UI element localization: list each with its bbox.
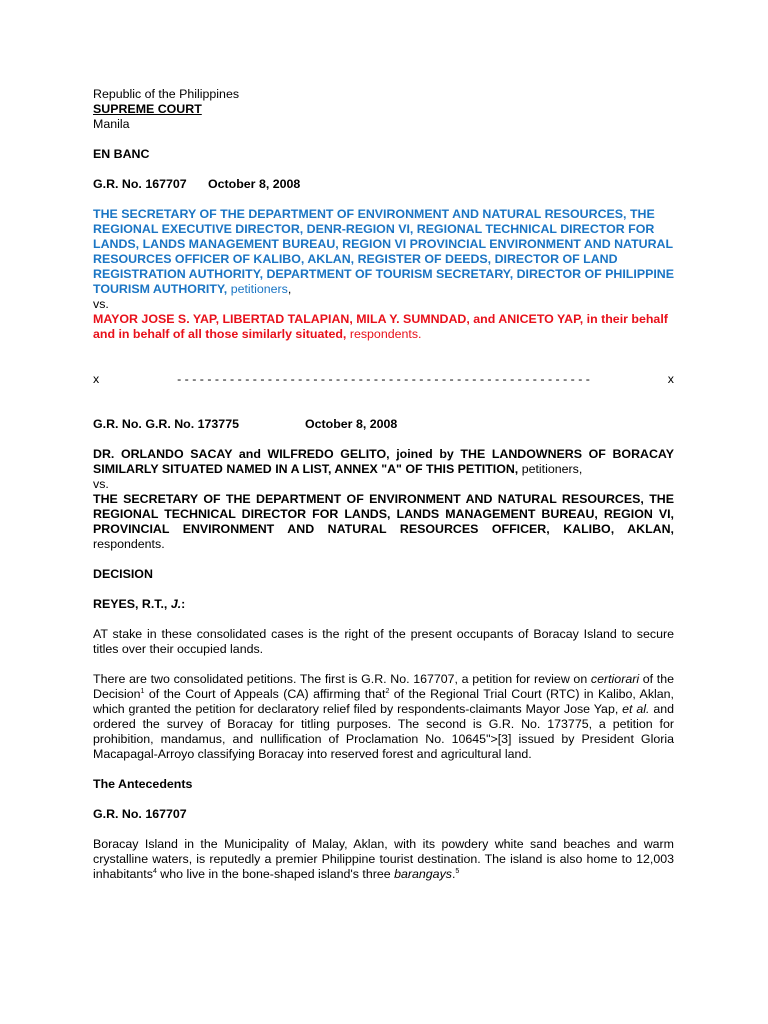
separator-dashes: - - - - - - - - - - - - - - - - - - - - - - - - - - - - - - - - - - - - - - - - - - - - - - - - - - - - - - - (177, 372, 590, 386)
certiorari-term: certiorari (590, 672, 640, 686)
footnote-5[interactable]: 5 (455, 867, 460, 875)
paragraph-stake: AT stake in these consolidated cases is the right of the present occupants of Boracay Island to secure titles over their occupied lands. (93, 627, 674, 656)
case-separator (93, 372, 674, 387)
footnote-4[interactable]: 4 (152, 867, 157, 875)
case1-gr-number: G.R. No. 167707 (93, 177, 187, 191)
separator-left: x (93, 372, 100, 386)
case2-respondents-label: respondents. (93, 537, 165, 551)
footnote-1[interactable]: 1 (140, 687, 145, 695)
footnote-2[interactable]: 2 (385, 687, 390, 695)
case2-heading (93, 417, 674, 432)
republic-line: Republic of the Philippines (93, 87, 240, 101)
city-line: Manila (93, 117, 130, 131)
paragraph-boracay: Boracay Island in the Municipality of Malay, Aklan, with its powdery white sand beaches and warm crystalline waters, is reputedly a premier Philippine tourist destination. The island is also home to 12,003 inhabitants$^4$ who live in the bone-shaped island's three barangays.$^5$ (93, 837, 674, 881)
division-label: EN BANC (93, 147, 150, 161)
paragraph-petitions: There are two consolidated petitions. The first is G.R. No. 167707, a petition for review on certiorari of the Decision$^1$ of the Court of Appeals (CA) affirming that$^2$ of the Regional Trial Court (RTC) in Kalibo, Aklan, which granted the petition for declaratory relief filed by respondents-claimants Mayor Jose Yap, et al. and ordered the survey of Boracay for titling purposes. The second is G.R. No. 173775, a petition for prohibition, mandamus, and nullification of Proclamation No. 10645">[3] issued by President Gloria Macapagal-Arroyo classifying Boracay into reserved forest and agricultural land. (93, 672, 674, 761)
ponente-suffix: : (181, 597, 186, 611)
case1-versus: vs. (93, 297, 109, 311)
ponente-name: REYES, R.T., (93, 597, 171, 611)
ponente-title: J. (170, 597, 182, 611)
court-header (93, 87, 674, 132)
antecedents-subheading: G.R. No. 167707 (93, 807, 187, 821)
case1-parties: THE SECRETARY OF THE DEPARTMENT OF ENVIRONMENT AND NATURAL RESOURCES, THE REGIONAL EXECUTIVE DIRECTOR, DENR-REGION VI, REGIONAL TECHNICAL DIRECTOR FOR LANDS, LANDS MANAGEMENT BUREAU, REGION VI PROVINCIAL ENVIRONMENT AND NATURAL RESOURCES OFFICER OF KALIBO, AKLAN, REGISTER OF DEEDS, DIRECTOR OF LAND REGISTRATION AUTHORITY, DEPARTMENT OF TOURISM SECRETARY, DIRECTOR OF PHILIPPINE TOURISM AUTHORITY, petitioners, vs. MAYOR JOSE S. YAP, LIBERTAD TALAPIAN, MILA Y. SUMNDAD, and ANICETO YAP, in their behalf and in behalf of all those similarly situated, respondents. (93, 207, 675, 341)
case1-petitioners-names: THE SECRETARY OF THE DEPARTMENT OF ENVIRONMENT AND NATURAL RESOURCES, THE REGIONAL EXECUTIVE DIRECTOR, DENR-REGION VI, REGIONAL TECHNICAL DIRECTOR FOR LANDS, LANDS MANAGEMENT BUREAU, REGION VI PROVINCIAL ENVIRONMENT AND NATURAL RESOURCES OFFICER OF KALIBO, AKLAN, REGISTER OF DEEDS, DIRECTOR OF LAND REGISTRATION AUTHORITY, DEPARTMENT OF TOURISM SECRETARY, DIRECTOR OF PHILIPPINE TOURISM AUTHORITY, (93, 207, 675, 296)
case2-date: October 8, 2008 (305, 417, 398, 431)
document-page (93, 87, 674, 882)
antecedents-heading: The Antecedents (93, 777, 193, 791)
case1-date: October 8, 2008 (208, 177, 301, 191)
et-al-term: et al. (622, 702, 650, 716)
ponente-line (93, 597, 674, 612)
case2-versus: vs. (93, 477, 109, 491)
case2-petitioners-label: petitioners, (521, 462, 583, 476)
case2-gr-number: G.R. No. G.R. No. 173775 (93, 417, 239, 431)
court-name: SUPREME COURT (93, 102, 202, 116)
case2-respondents-names: THE SECRETARY OF THE DEPARTMENT OF ENVIRONMENT AND NATURAL RESOURCES, THE REGIONAL TECHNICAL DIRECTOR FOR LANDS, LANDS MANAGEMENT BUREAU, REGION VI, PROVINCIAL ENVIRONMENT AND NATURAL RESOURCES OFFICER, KALIBO, AKLAN, (93, 492, 674, 536)
separator-right: x (667, 372, 674, 386)
case2-petitioners-names: DR. ORLANDO SACAY and WILFREDO GELITO, joined by THE LANDOWNERS OF BORACAY SIMILARLY SITUATED NAMED IN A LIST, ANNEX "A" OF THIS PETITION, (93, 447, 674, 476)
case1-respondents-names: MAYOR JOSE S. YAP, LIBERTAD TALAPIAN, MILA Y. SUMNDAD, and ANICETO YAP, in their behalf and in behalf of all those similarly situated, (93, 312, 668, 341)
decision-heading: DECISION (93, 567, 153, 581)
case1-respondents-label: respondents. (349, 327, 422, 341)
case2-parties (93, 447, 674, 552)
case1-petitioners-label: petitioners (230, 282, 288, 296)
barangays-term: barangays (394, 867, 452, 881)
case1-heading (93, 177, 674, 192)
